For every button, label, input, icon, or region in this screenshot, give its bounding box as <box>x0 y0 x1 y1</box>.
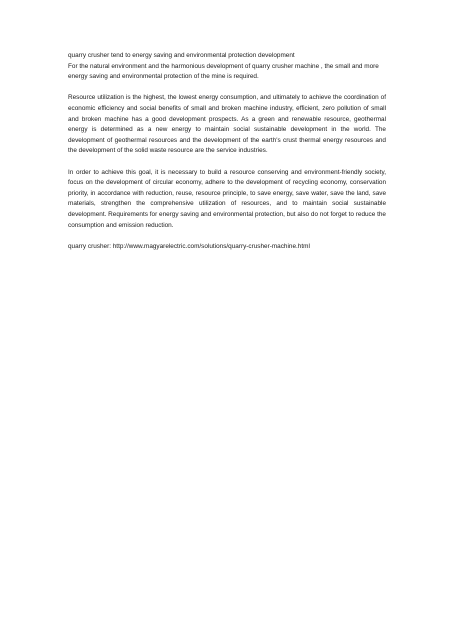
source-link-line[interactable]: quarry crusher: http://www.magyarelectric.com/solutions/quarry-crusher-machine.html <box>68 242 310 250</box>
document-body <box>68 51 386 252</box>
document-heading: quarry crusher tend to energy saving and environmental protection development <box>68 52 295 59</box>
paragraph-intro: For the natural environment and the harmonious development of quarry crusher machine , the small and more energy saving and environmental protection of the mine is required. <box>68 62 379 81</box>
paragraph-conserving-society: In order to achieve this goal, it is necessary to build a resource conserving and environment-friendly society, focus on the development of circular economy, adhere to the development of recycling economy, conservation priority, in accordance with reduction, reuse, resource principle, to save energy, save water, save the land, save materials, strengthen the comprehensive utilization of resources, and to maintain social sustainable development. Requirements for energy saving and environmental protection, but also do not forget to reduce the consumption and emission reduction. <box>68 168 386 229</box>
paragraph-resource-utilization: Resource utilization is the highest, the lowest energy consumption, and ultimately to achieve the coordination of economic efficiency and social benefits of small and broken machine industry, efficient, zero pollution of small and broken machine has a good development prospects. As a green and renewable resource, geothermal energy is determined as a new energy to maintain social sustainable development in the world. The development of geothermal resources and the development of the earth's crust thermal energy resources and the development of the solid waste resource are the service industries. <box>68 94 386 155</box>
